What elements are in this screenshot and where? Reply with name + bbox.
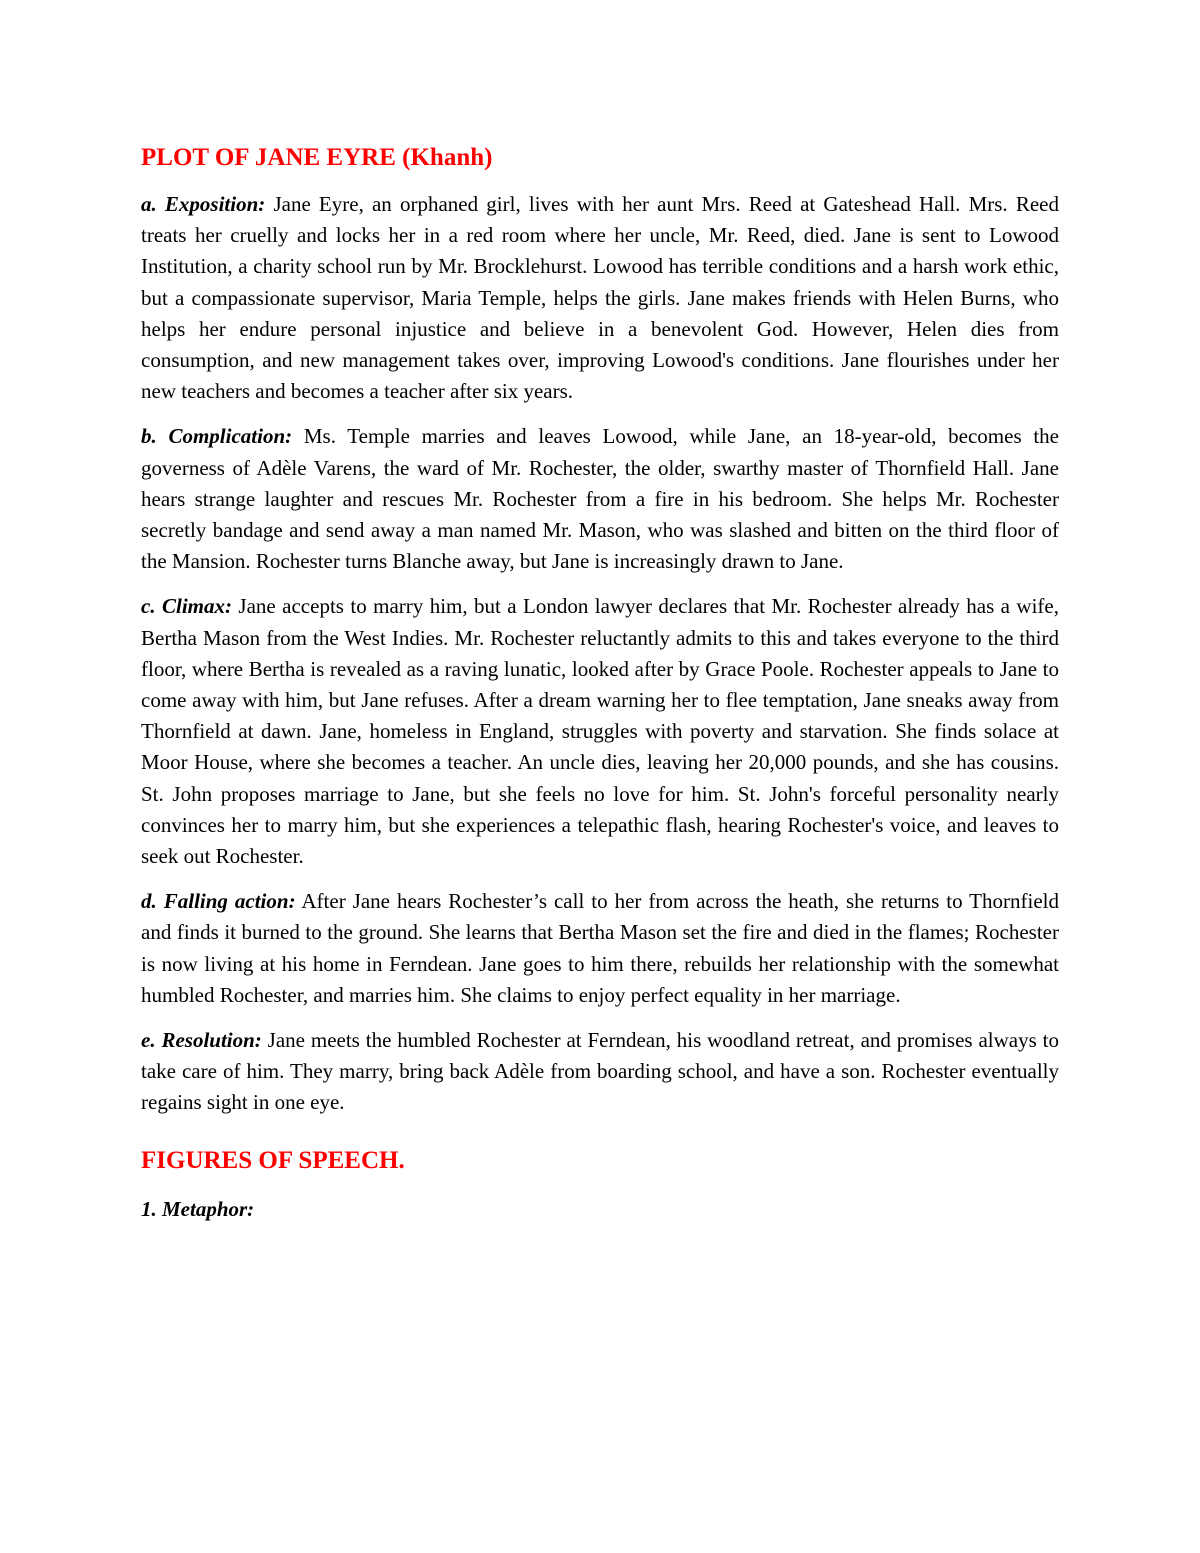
section-exposition (141, 189, 1059, 407)
section-text: Jane meets the humbled Rochester at Ferndean, his woodland retreat, and promises always to take care of him. They marry, bring back Adèle from boarding school, and have a son. Rochester eventually regains sight in one eye. (141, 1028, 1059, 1115)
section-text: After Jane hears Rochester’s call to her from across the heath, she returns to Thornfield and finds it burned to the ground. She learns that Bertha Mason set the fire and died in the flames; Rochester is now living at his home in Ferndean. Jane goes to him there, rebuilds her relationship with the somewhat humbled Rochester, and marries him. She claims to enjoy perfect equality in her marriage. (141, 889, 1059, 1007)
section-text: Jane accepts to marry him, but a London lawyer declares that Mr. Rochester already has a wife, Bertha Mason from the West Indies. Mr. Rochester reluctantly admits to this and takes everyone to the third floor, where Bertha is revealed as a raving lunatic, looked after by Grace Poole. Rochester appeals to Jane to come away with him, but Jane refuses. After a dream warning her to flee temptation, Jane sneaks away from Thornfield at dawn. Jane, homeless in England, struggles with poverty and starvation. She finds solace at Moor House, where she becomes a teacher. An uncle dies, leaving her 20,000 pounds, and she has cousins. St. John proposes marriage to Jane, but she feels no love for him. St. John's forceful personality nearly convinces her to marry him, but she experiences a telepathic flash, hearing Rochester's voice, and leaves to seek out Rochester. (141, 594, 1059, 869)
section-label: b. Complication: (141, 424, 293, 449)
section-label: e. Resolution: (141, 1028, 262, 1053)
section-falling-action (141, 886, 1059, 1011)
figures-item-metaphor: 1. Metaphor: (141, 1196, 255, 1221)
section-resolution (141, 1025, 1059, 1119)
section-complication (141, 421, 1059, 577)
section-label: d. Falling action: (141, 889, 296, 914)
section-text: Jane Eyre, an orphaned girl, lives with her aunt Mrs. Reed at Gateshead Hall. Mrs. Reed treats her cruelly and locks her in a red room where her uncle, Mr. Reed, died. Jane is sent to Lowood Institution, a charity school run by Mr. Brocklehurst. Lowood has terrible conditions and a harsh work ethic, but a compassionate supervisor, Maria Temple, helps the girls. Jane makes friends with Helen Burns, who helps her endure personal injustice and believe in a benevolent God. However, Helen dies from consumption, and new management takes over, improving Lowood's conditions. Jane flourishes under her new teachers and becomes a teacher after six years. (141, 192, 1060, 404)
section-label: a. Exposition: (141, 192, 266, 216)
section-climax (141, 591, 1059, 872)
document-page (141, 138, 1059, 1225)
section-text: Ms. Temple marries and leaves Lowood, while Jane, an 18-year-old, becomes the governess of Adèle Varens, the ward of Mr. Rochester, the older, swarthy master of Thornfield Hall. Jane hears strange laughter and rescues Mr. Rochester from a fire in his bedroom. She helps Mr. Rochester secretly bandage and send away a man named Mr. Mason, who was slashed and bitten on the third floor of the Mansion. Rochester turns Blanche away, but Jane is increasingly drawn to Jane. (141, 424, 1059, 574)
page-title: PLOT OF JANE EYRE (Khanh) (141, 144, 493, 171)
section-label: c. Climax: (141, 594, 232, 619)
figures-heading: FIGURES OF SPEECH. (141, 1146, 405, 1174)
